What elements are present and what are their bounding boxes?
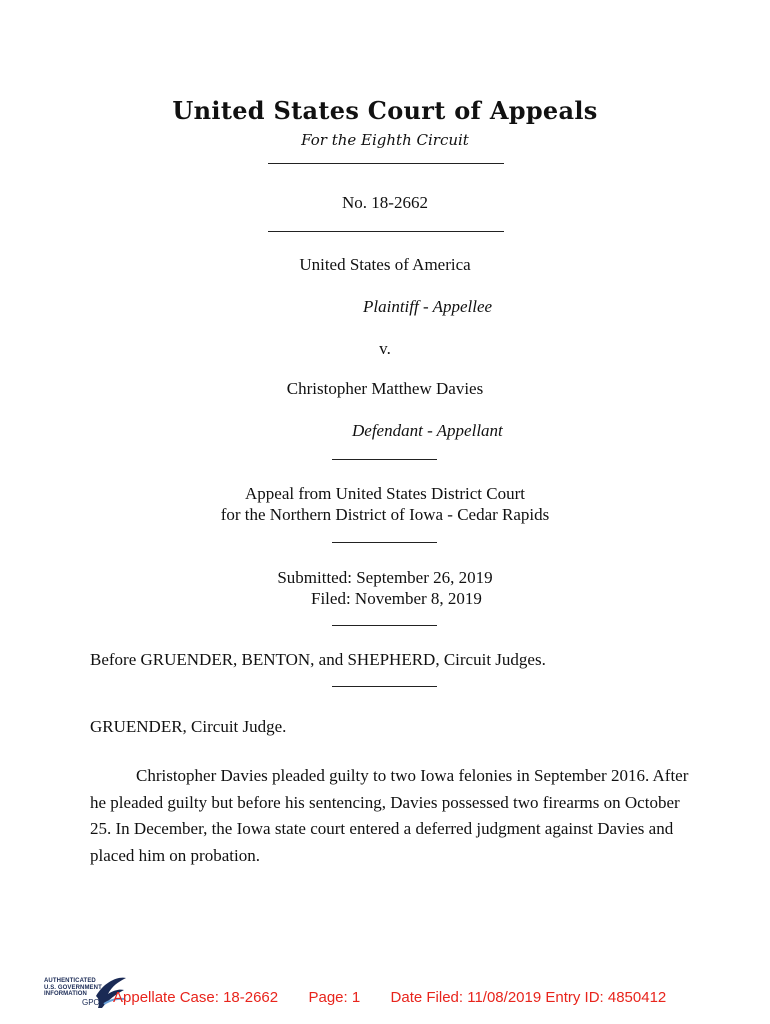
gpo-label: GPO <box>82 998 100 1007</box>
defendant-role: Defendant - Appellant <box>352 421 503 440</box>
versus: v. <box>379 339 391 358</box>
divider-rule <box>332 459 437 460</box>
footer-date-filed: Date Filed: 11/08/2019 Entry ID: 4850412 <box>390 989 667 1006</box>
footer-case-number: Appellate Case: 18-2662 <box>113 989 279 1006</box>
divider-rule <box>332 625 437 626</box>
submitted-date: Submitted: September 26, 2019 <box>277 568 493 587</box>
divider-rule <box>268 163 504 164</box>
filed-date: Filed: November 8, 2019 <box>311 589 482 608</box>
appeal-line-2: for the Northern District of Iowa - Cedar Rapids <box>220 505 550 524</box>
body-paragraph: Christopher Davies pleaded guilty to two Iowa felonies in September 2016. After he pleaded guilty but before his sentencing, Davies possessed two firearms on October 25. In December, the Iowa state court entered a deferred judgment against Davies and placed him on probation. <box>90 766 689 865</box>
case-number: No. 18-2662 <box>342 193 428 212</box>
gpo-seal-text: AUTHENTICATED U.S. GOVERNMENT INFORMATION <box>44 978 102 997</box>
plaintiff-role: Plaintiff - Appellee <box>363 297 493 316</box>
opinion-author: GRUENDER, Circuit Judge. <box>90 717 287 736</box>
circuit-subtitle: For the Eighth Circuit <box>301 131 469 149</box>
panel-judges: Before GRUENDER, BENTON, and SHEPHERD, Circuit Judges. <box>90 650 546 669</box>
divider-rule <box>332 686 437 687</box>
defendant-name: Christopher Matthew Davies <box>286 379 484 398</box>
appeal-line-1: Appeal from United States District Court <box>245 484 525 503</box>
opinion-body <box>90 763 690 869</box>
plaintiff-name: United States of America <box>299 255 471 274</box>
divider-rule <box>332 542 437 543</box>
court-title: United States Court of Appeals <box>172 96 598 125</box>
filing-footer <box>113 989 666 1006</box>
footer-page-number: Page: 1 <box>308 989 361 1006</box>
divider-rule <box>268 231 504 232</box>
